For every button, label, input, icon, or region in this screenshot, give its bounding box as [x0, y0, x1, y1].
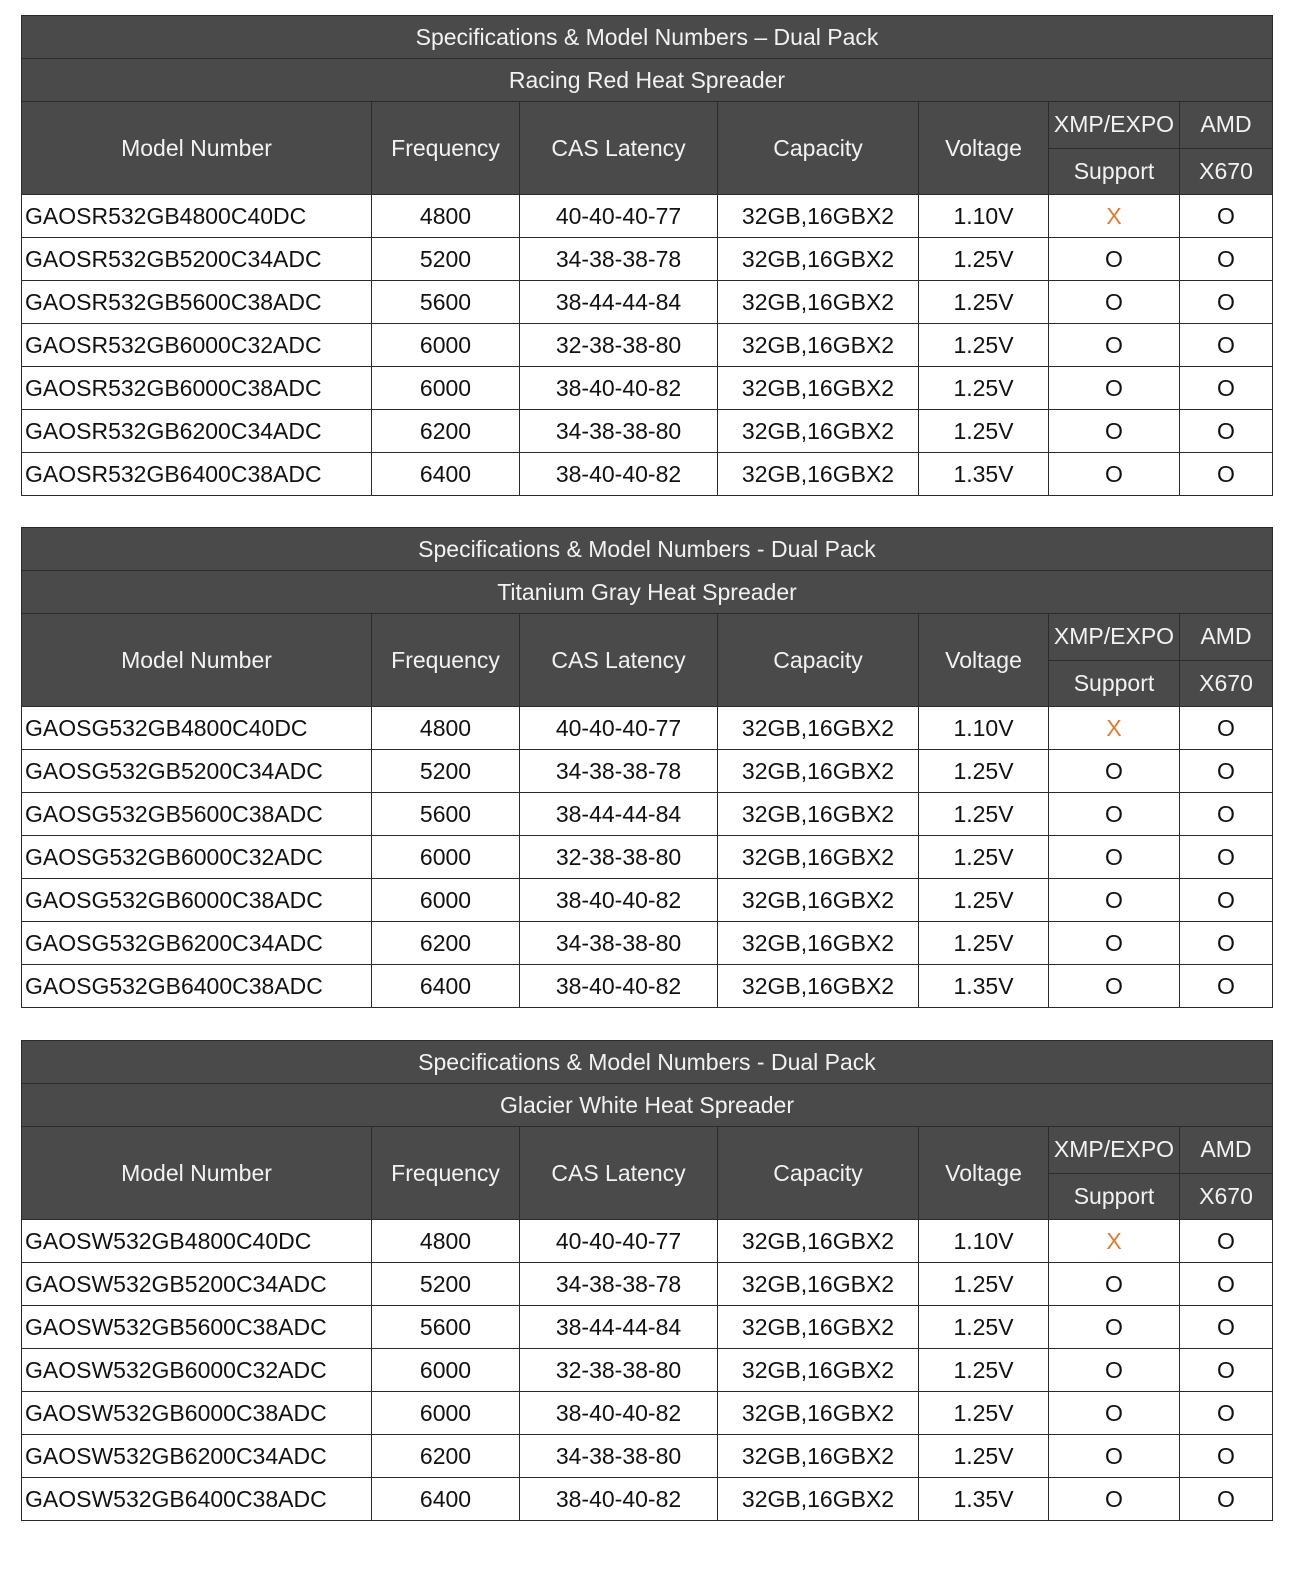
frequency-cell: 6000	[372, 836, 520, 879]
xmp-support-mark: O	[1105, 1313, 1123, 1340]
capacity-cell: 32GB,16GBX2	[718, 922, 919, 965]
amd-x670-cell: O	[1180, 324, 1273, 367]
amd-x670-cell: O	[1180, 195, 1273, 238]
capacity-cell: 32GB,16GBX2	[718, 1349, 919, 1392]
voltage-cell: 1.25V	[919, 367, 1049, 410]
header-x670: X670	[1180, 1173, 1273, 1220]
xmp-support-cell	[1049, 1263, 1180, 1306]
amd-x670-cell: O	[1180, 793, 1273, 836]
header-cas-latency: CAS Latency	[520, 614, 718, 707]
model-number-cell: GAOSR532GB4800C40DC	[22, 195, 372, 238]
model-number-cell: GAOSG532GB6400C38ADC	[22, 965, 372, 1008]
header-cas-latency: CAS Latency	[520, 102, 718, 195]
frequency-cell: 6000	[372, 324, 520, 367]
table-row	[22, 1263, 1273, 1306]
xmp-support-mark: O	[1105, 1270, 1123, 1297]
capacity-cell: 32GB,16GBX2	[718, 965, 919, 1008]
model-number-cell: GAOSG532GB6000C32ADC	[22, 836, 372, 879]
capacity-cell: 32GB,16GBX2	[718, 1478, 919, 1521]
table-row	[22, 965, 1273, 1008]
capacity-cell: 32GB,16GBX2	[718, 879, 919, 922]
capacity-cell: 32GB,16GBX2	[718, 707, 919, 750]
frequency-cell: 4800	[372, 707, 520, 750]
table-row	[22, 453, 1273, 496]
frequency-cell: 6000	[372, 1392, 520, 1435]
model-number-cell: GAOSW532GB6000C32ADC	[22, 1349, 372, 1392]
frequency-cell: 6000	[372, 367, 520, 410]
model-number-cell: GAOSG532GB4800C40DC	[22, 707, 372, 750]
spec-table-3	[21, 1040, 1273, 1521]
header-support: Support	[1049, 660, 1180, 707]
capacity-cell: 32GB,16GBX2	[718, 1392, 919, 1435]
header-model-number: Model Number	[22, 614, 372, 707]
amd-x670-cell: O	[1180, 1435, 1273, 1478]
xmp-support-cell	[1049, 707, 1180, 750]
voltage-cell: 1.25V	[919, 836, 1049, 879]
capacity-cell: 32GB,16GBX2	[718, 410, 919, 453]
capacity-cell: 32GB,16GBX2	[718, 1263, 919, 1306]
cas-latency-cell: 38-40-40-82	[520, 453, 718, 496]
voltage-cell: 1.25V	[919, 1349, 1049, 1392]
frequency-cell: 6400	[372, 453, 520, 496]
cas-latency-cell: 34-38-38-78	[520, 238, 718, 281]
table-row	[22, 195, 1273, 238]
header-xmp-expo: XMP/EXPO	[1049, 614, 1180, 661]
table-title: Specifications & Model Numbers - Dual Pack	[22, 528, 1273, 571]
xmp-support-mark: O	[1105, 800, 1123, 827]
xmp-support-cell	[1049, 367, 1180, 410]
amd-x670-cell: O	[1180, 1478, 1273, 1521]
model-number-cell: GAOSR532GB6000C38ADC	[22, 367, 372, 410]
amd-x670-cell: O	[1180, 750, 1273, 793]
frequency-cell: 6400	[372, 965, 520, 1008]
table-row	[22, 367, 1273, 410]
cas-latency-cell: 38-40-40-82	[520, 1392, 718, 1435]
spec-table-2	[21, 527, 1273, 1008]
voltage-cell: 1.35V	[919, 1478, 1049, 1521]
xmp-support-mark: O	[1105, 1399, 1123, 1426]
header-model-number: Model Number	[22, 102, 372, 195]
header-xmp-expo: XMP/EXPO	[1049, 102, 1180, 149]
header-support: Support	[1049, 1173, 1180, 1220]
capacity-cell: 32GB,16GBX2	[718, 1435, 919, 1478]
frequency-cell: 6200	[372, 410, 520, 453]
xmp-support-cell	[1049, 1435, 1180, 1478]
model-number-cell: GAOSW532GB4800C40DC	[22, 1220, 372, 1263]
header-amd: AMD	[1180, 102, 1273, 149]
frequency-cell: 5200	[372, 238, 520, 281]
xmp-support-mark: X	[1106, 1227, 1122, 1254]
xmp-support-mark: X	[1106, 202, 1122, 229]
xmp-support-cell	[1049, 922, 1180, 965]
header-support: Support	[1049, 148, 1180, 195]
model-number-cell: GAOSR532GB6200C34ADC	[22, 410, 372, 453]
table-row	[22, 410, 1273, 453]
xmp-support-cell	[1049, 965, 1180, 1008]
voltage-cell: 1.25V	[919, 879, 1049, 922]
amd-x670-cell: O	[1180, 1220, 1273, 1263]
voltage-cell: 1.25V	[919, 922, 1049, 965]
xmp-support-mark: X	[1106, 714, 1122, 741]
capacity-cell: 32GB,16GBX2	[718, 793, 919, 836]
header-frequency: Frequency	[372, 1127, 520, 1220]
header-cas-latency: CAS Latency	[520, 1127, 718, 1220]
model-number-cell: GAOSW532GB6200C34ADC	[22, 1435, 372, 1478]
voltage-cell: 1.25V	[919, 793, 1049, 836]
xmp-support-mark: O	[1105, 331, 1123, 358]
xmp-support-mark: O	[1105, 374, 1123, 401]
xmp-support-cell	[1049, 238, 1180, 281]
amd-x670-cell: O	[1180, 1392, 1273, 1435]
model-number-cell: GAOSW532GB6000C38ADC	[22, 1392, 372, 1435]
table-title: Specifications & Model Numbers – Dual Pack	[22, 16, 1273, 59]
voltage-cell: 1.25V	[919, 1263, 1049, 1306]
xmp-support-mark: O	[1105, 417, 1123, 444]
amd-x670-cell: O	[1180, 238, 1273, 281]
table-subtitle: Racing Red Heat Spreader	[22, 59, 1273, 102]
xmp-support-cell	[1049, 1306, 1180, 1349]
header-capacity: Capacity	[718, 614, 919, 707]
cas-latency-cell: 32-38-38-80	[520, 836, 718, 879]
capacity-cell: 32GB,16GBX2	[718, 453, 919, 496]
cas-latency-cell: 38-40-40-82	[520, 965, 718, 1008]
header-voltage: Voltage	[919, 1127, 1049, 1220]
table-row	[22, 281, 1273, 324]
model-number-cell: GAOSW532GB5200C34ADC	[22, 1263, 372, 1306]
header-amd: AMD	[1180, 1127, 1273, 1174]
capacity-cell: 32GB,16GBX2	[718, 324, 919, 367]
amd-x670-cell: O	[1180, 879, 1273, 922]
amd-x670-cell: O	[1180, 1263, 1273, 1306]
cas-latency-cell: 34-38-38-80	[520, 410, 718, 453]
frequency-cell: 4800	[372, 195, 520, 238]
cas-latency-cell: 32-38-38-80	[520, 324, 718, 367]
frequency-cell: 6000	[372, 1349, 520, 1392]
header-frequency: Frequency	[372, 102, 520, 195]
cas-latency-cell: 34-38-38-78	[520, 750, 718, 793]
amd-x670-cell: O	[1180, 922, 1273, 965]
capacity-cell: 32GB,16GBX2	[718, 367, 919, 410]
frequency-cell: 6400	[372, 1478, 520, 1521]
table-row	[22, 238, 1273, 281]
xmp-support-mark: O	[1105, 288, 1123, 315]
voltage-cell: 1.10V	[919, 1220, 1049, 1263]
table-subtitle: Titanium Gray Heat Spreader	[22, 571, 1273, 614]
amd-x670-cell: O	[1180, 836, 1273, 879]
capacity-cell: 32GB,16GBX2	[718, 836, 919, 879]
xmp-support-mark: O	[1105, 1442, 1123, 1469]
xmp-support-cell	[1049, 1392, 1180, 1435]
amd-x670-cell: O	[1180, 965, 1273, 1008]
table-row	[22, 836, 1273, 879]
header-x670: X670	[1180, 660, 1273, 707]
xmp-support-cell	[1049, 793, 1180, 836]
header-voltage: Voltage	[919, 102, 1049, 195]
amd-x670-cell: O	[1180, 453, 1273, 496]
xmp-support-cell	[1049, 879, 1180, 922]
cas-latency-cell: 34-38-38-80	[520, 1435, 718, 1478]
header-xmp-expo: XMP/EXPO	[1049, 1127, 1180, 1174]
voltage-cell: 1.10V	[919, 195, 1049, 238]
capacity-cell: 32GB,16GBX2	[718, 1220, 919, 1263]
frequency-cell: 6200	[372, 922, 520, 965]
voltage-cell: 1.25V	[919, 1306, 1049, 1349]
xmp-support-cell	[1049, 410, 1180, 453]
header-capacity: Capacity	[718, 1127, 919, 1220]
model-number-cell: GAOSR532GB5600C38ADC	[22, 281, 372, 324]
cas-latency-cell: 38-44-44-84	[520, 793, 718, 836]
xmp-support-cell	[1049, 836, 1180, 879]
xmp-support-cell	[1049, 281, 1180, 324]
xmp-support-mark: O	[1105, 1485, 1123, 1512]
xmp-support-cell	[1049, 1478, 1180, 1521]
voltage-cell: 1.25V	[919, 281, 1049, 324]
table-row	[22, 1220, 1273, 1263]
frequency-cell: 4800	[372, 1220, 520, 1263]
header-capacity: Capacity	[718, 102, 919, 195]
cas-latency-cell: 38-40-40-82	[520, 367, 718, 410]
xmp-support-mark: O	[1105, 972, 1123, 999]
frequency-cell: 5200	[372, 750, 520, 793]
xmp-support-mark: O	[1105, 757, 1123, 784]
table-row	[22, 1349, 1273, 1392]
table-row	[22, 1435, 1273, 1478]
model-number-cell: GAOSR532GB6400C38ADC	[22, 453, 372, 496]
xmp-support-mark: O	[1105, 1356, 1123, 1383]
xmp-support-mark: O	[1105, 245, 1123, 272]
cas-latency-cell: 32-38-38-80	[520, 1349, 718, 1392]
voltage-cell: 1.35V	[919, 965, 1049, 1008]
capacity-cell: 32GB,16GBX2	[718, 281, 919, 324]
frequency-cell: 6200	[372, 1435, 520, 1478]
table-row	[22, 750, 1273, 793]
model-number-cell: GAOSG532GB6200C34ADC	[22, 922, 372, 965]
capacity-cell: 32GB,16GBX2	[718, 1306, 919, 1349]
model-number-cell: GAOSR532GB5200C34ADC	[22, 238, 372, 281]
frequency-cell: 5600	[372, 793, 520, 836]
capacity-cell: 32GB,16GBX2	[718, 238, 919, 281]
header-model-number: Model Number	[22, 1127, 372, 1220]
xmp-support-cell	[1049, 195, 1180, 238]
amd-x670-cell: O	[1180, 410, 1273, 453]
xmp-support-mark: O	[1105, 886, 1123, 913]
header-frequency: Frequency	[372, 614, 520, 707]
xmp-support-cell	[1049, 1349, 1180, 1392]
cas-latency-cell: 40-40-40-77	[520, 195, 718, 238]
cas-latency-cell: 38-44-44-84	[520, 281, 718, 324]
header-voltage: Voltage	[919, 614, 1049, 707]
amd-x670-cell: O	[1180, 367, 1273, 410]
capacity-cell: 32GB,16GBX2	[718, 195, 919, 238]
frequency-cell: 5200	[372, 1263, 520, 1306]
capacity-cell: 32GB,16GBX2	[718, 750, 919, 793]
model-number-cell: GAOSW532GB5600C38ADC	[22, 1306, 372, 1349]
table-subtitle: Glacier White Heat Spreader	[22, 1084, 1273, 1127]
voltage-cell: 1.25V	[919, 238, 1049, 281]
table-row	[22, 1306, 1273, 1349]
table-row	[22, 324, 1273, 367]
table-row	[22, 879, 1273, 922]
header-amd: AMD	[1180, 614, 1273, 661]
amd-x670-cell: O	[1180, 1306, 1273, 1349]
voltage-cell: 1.25V	[919, 410, 1049, 453]
frequency-cell: 5600	[372, 1306, 520, 1349]
cas-latency-cell: 34-38-38-78	[520, 1263, 718, 1306]
spec-table-1	[21, 15, 1273, 496]
voltage-cell: 1.10V	[919, 707, 1049, 750]
table-row	[22, 793, 1273, 836]
xmp-support-mark: O	[1105, 929, 1123, 956]
xmp-support-cell	[1049, 324, 1180, 367]
voltage-cell: 1.25V	[919, 1435, 1049, 1478]
cas-latency-cell: 38-44-44-84	[520, 1306, 718, 1349]
frequency-cell: 5600	[372, 281, 520, 324]
cas-latency-cell: 38-40-40-82	[520, 879, 718, 922]
voltage-cell: 1.25V	[919, 324, 1049, 367]
model-number-cell: GAOSW532GB6400C38ADC	[22, 1478, 372, 1521]
xmp-support-mark: O	[1105, 460, 1123, 487]
xmp-support-cell	[1049, 453, 1180, 496]
voltage-cell: 1.25V	[919, 1392, 1049, 1435]
model-number-cell: GAOSG532GB6000C38ADC	[22, 879, 372, 922]
voltage-cell: 1.35V	[919, 453, 1049, 496]
table-title: Specifications & Model Numbers - Dual Pack	[22, 1041, 1273, 1084]
cas-latency-cell: 34-38-38-80	[520, 922, 718, 965]
xmp-support-cell	[1049, 750, 1180, 793]
model-number-cell: GAOSG532GB5200C34ADC	[22, 750, 372, 793]
cas-latency-cell: 40-40-40-77	[520, 1220, 718, 1263]
amd-x670-cell: O	[1180, 1349, 1273, 1392]
cas-latency-cell: 40-40-40-77	[520, 707, 718, 750]
amd-x670-cell: O	[1180, 281, 1273, 324]
model-number-cell: GAOSR532GB6000C32ADC	[22, 324, 372, 367]
xmp-support-cell	[1049, 1220, 1180, 1263]
header-x670: X670	[1180, 148, 1273, 195]
table-row	[22, 707, 1273, 750]
frequency-cell: 6000	[372, 879, 520, 922]
table-row	[22, 1392, 1273, 1435]
cas-latency-cell: 38-40-40-82	[520, 1478, 718, 1521]
model-number-cell: GAOSG532GB5600C38ADC	[22, 793, 372, 836]
table-row	[22, 1478, 1273, 1521]
xmp-support-mark: O	[1105, 843, 1123, 870]
voltage-cell: 1.25V	[919, 750, 1049, 793]
amd-x670-cell: O	[1180, 707, 1273, 750]
table-row	[22, 922, 1273, 965]
